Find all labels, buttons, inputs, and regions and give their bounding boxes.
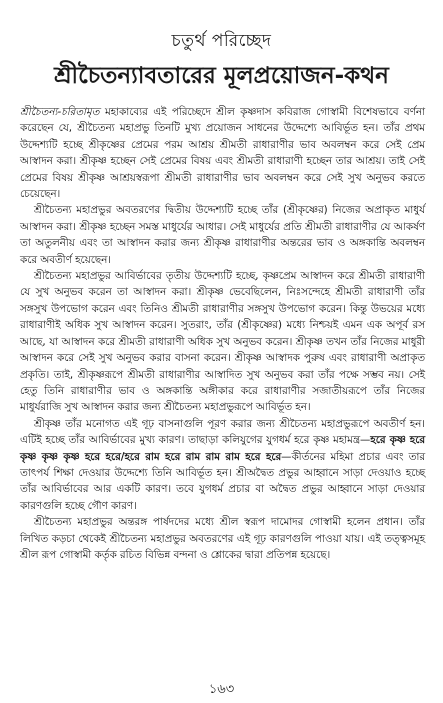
chapter-heading: চতুর্থ পরিচ্ছেদ bbox=[171, 31, 272, 51]
paragraph-4-text-b: —কীর্তনের মহিমা প্রচার এবং তার তাৎপর্য শিক্ষা দেওয়ার উদ্দেশ্যে তিনি আবির্ভূত হন। শ্রীঅদ্বৈত প্রভুর আহ্বানে সাড়া দেওয়াও হচ্ছে তাঁর আবির্ভাবের আর একটি কারণ। তবে যুগধর্ম প্রচার বা অদ্বৈত প্রভুর আহ্বানে সাড়া দেওয়ার কারণগুলি হচ্ছে গৌণ কারণ। bbox=[20, 450, 425, 512]
page-number: ১৬৩ bbox=[208, 682, 235, 697]
paragraph-4-text-a: শ্রীকৃষ্ণ তাঁর মনোগত এই গূঢ় বাসনাগুলি পূরণ করার জন্য শ্রীচৈতন্য মহাপ্রভুরূপে অবতীর্ণ হন। এটিই হচ্ছে তাঁর আবির্ভাবের মুখ্য কারণ। তাছাড়া কলিযুগের যুগধর্ম হরে কৃষ্ণ মহামন্ত্র— bbox=[20, 417, 425, 447]
chapter-title: শ্রীচৈতন্যাবতারের মূলপ্রয়োজন-কথন bbox=[54, 63, 389, 89]
paragraph-1 bbox=[20, 104, 425, 202]
paragraph-5: শ্রীচৈতন্য মহাপ্রভুর অন্তরঙ্গ পার্ষদদের মধ্যে শ্রীল স্বরূপ দামোদর গোস্বামী হলেন প্রধান। তাঁর লিখিত কড়চা থেকেই শ্রীচৈতন্য মহাপ্রভুর অবতরণের এই গূঢ় কারণগুলি পাওয়া যায়। এই তত্ত্বসমূহ শ্রীল রূপ গোস্বামী কর্তৃক রচিত বিভিন্ন বন্দনা ও শ্লোকের দ্বারা প্রতিপন্ন হয়েছে। bbox=[20, 516, 425, 561]
maha-mantra: হরে কৃষ্ণ হরে কৃষ্ণ কৃষ্ণ কৃষ্ণ হরে হরে/হরে রাম হরে রাম রাম রাম হরে হরে bbox=[20, 434, 425, 463]
paragraph-4 bbox=[20, 416, 425, 514]
paragraph-3: শ্রীচৈতন্য মহাপ্রভুর আবির্ভাবের তৃতীয় উদ্দেশ্যটি হচ্ছে, কৃষ্ণপ্রেম আস্বাদন করে শ্রীমতী রাধারাণী যে সুখ অনুভব করেন তা আস্বাদন করা। শ্রীকৃষ্ণ ভেবেছিলেন, নিঃসন্দেহে শ্রীমতী রাধারাণী তাঁর সঙ্গসুখ উপভোগ করেন এবং তিনিও শ্রীমতী রাধারাণীর সঙ্গসুখ উপভোগ করেন। কিন্তু উভয়ের মধ্যে রাধারাণীই অধিক সুখ আস্বাদন করেন। সুতরাং, তাঁর (শ্রীকৃষ্ণের) মধ্যে নিশ্চয়ই এমন এক অপূর্ব রস আছে, যা আস্বাদন করে শ্রীমতী রাধারাণী অধিক সুখ অনুভব করেন। শ্রীকৃষ্ণ তখন তাঁর নিজের মাধুরী আস্বাদন করে সেই সুখ অনুভব করার বাসনা করেন। শ্রীকৃষ্ণ আস্বাদক পুরুষ এবং রাধারাণী অপ্রাকৃত প্রকৃতি। তাই, শ্রীকৃষ্ণরূপে শ্রীমতী রাধারাণীর আস্বাদিত সুখ অনুভব করা তাঁর পক্ষে সম্ভব নয়। সেই হেতু তিনি রাধারাণীর ভাব ও অঙ্গকান্তি অঙ্গীকার করে রাধারাণীর সজাতীয়রূপে তাঁর নিজের মাধুর্যরাজি সুখ আস্বাদন করার জন্য শ্রীচৈতন্য মহাপ্রভুরূপে আবির্ভূত হন। bbox=[20, 270, 425, 414]
paragraph-2: শ্রীচৈতন্য মহাপ্রভুর অবতরণের দ্বিতীয় উদ্দেশ্যটি হচ্ছে তাঁর (শ্রীকৃষ্ণের) নিজের অপ্রাকৃত মাধুর্য আস্বাদন করা। শ্রীকৃষ্ণ হচ্ছেন সমস্ত মাধুর্যের আধার। সেই মাধুর্যের প্রতি শ্রীমতী রাধারাণীর যে আকর্ষণ তা অতুলনীয় এবং তা আস্বাদন করার জন্য শ্রীকৃষ্ণ রাধারাণীর অন্তরের ভাব ও অঙ্গকান্তি অবলম্বন করে অবতীর্ণ হয়েছেন। bbox=[20, 204, 425, 266]
book-title-italic: শ্রীচৈতন্য-চরিতামৃত bbox=[20, 106, 100, 118]
paragraph-1-text: মহাকাব্যের এই পরিচ্ছেদে শ্রীল কৃষ্ণদাস কবিরাজ গোস্বামী বিশেষভাবে বর্ণনা করেছেন যে, শ্রীচৈতন্য মহাপ্রভু তিনটি মুখ্য প্রয়োজন সাধনের উদ্দেশ্যে আবির্ভূত হন। তাঁর প্রথম উদ্দেশ্যটি হচ্ছে শ্রীকৃষ্ণের প্রেমের পরম আশ্রয় শ্রীমতী রাধারাণীর ভাব অবলম্বন করে সেই প্রেম আস্বাদন করা। শ্রীকৃষ্ণ হচ্ছেন সেই প্রেমের বিষয় এবং শ্রীমতী রাধারাণী হচ্ছেন তার আশ্রয়। তাই সেই প্রেমের বিষয় শ্রীকৃষ্ণ আশ্রয়স্বরূপা শ্রীমতী রাধারাণীর ভাব অবলম্বন করে সেই সুখ অনুভব করতে চেয়েছেন। bbox=[20, 106, 425, 201]
body-text bbox=[20, 104, 425, 563]
